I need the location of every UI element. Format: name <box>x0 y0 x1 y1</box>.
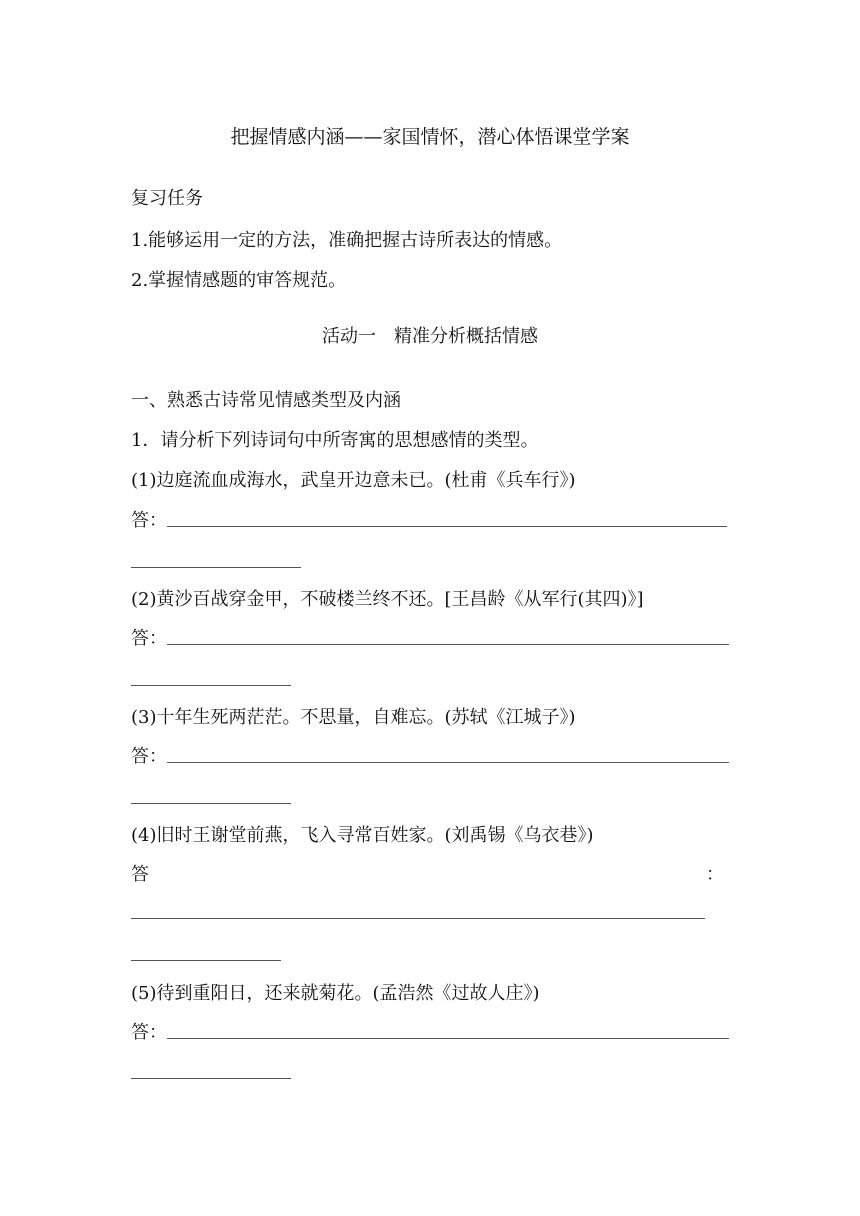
page-title: 把握情感内涵——家国情怀，潜心体悟课堂学案 <box>230 126 630 148</box>
answer-label: 答： <box>131 746 167 767</box>
answer-row-3[interactable] <box>131 748 729 766</box>
section-heading: 一、熟悉古诗常见情感类型及内涵 <box>131 390 401 411</box>
answer-line[interactable] <box>131 918 705 919</box>
review-item-2: 2.掌握情感题的审答规范。 <box>131 270 347 291</box>
answer-label: 答： <box>131 510 167 531</box>
review-item-1: 1.能够运用一定的方法，准确把握古诗所表达的情感。 <box>131 230 563 251</box>
answer-line-continuation[interactable] <box>131 960 281 961</box>
answer-label-left: 答 <box>131 864 149 885</box>
activity-heading: 活动一 精准分析概括情感 <box>322 326 538 347</box>
question-prompt: 1．请分析下列诗词句中所寄寓的思想感情的类型。 <box>131 430 539 451</box>
answer-line-continuation[interactable] <box>131 1078 291 1079</box>
answer-label: 答： <box>131 628 167 649</box>
answer-row-2[interactable] <box>131 630 729 648</box>
poem-item-2: (2)黄沙百战穿金甲，不破楼兰终不还。[王昌龄《从军行(其四)》] <box>131 589 644 610</box>
answer-line[interactable] <box>167 762 729 763</box>
answer-line-continuation[interactable] <box>131 567 301 568</box>
review-heading: 复习任务 <box>131 188 203 209</box>
answer-line-continuation[interactable] <box>131 685 291 686</box>
poem-item-4: (4)旧时王谢堂前燕，飞入寻常百姓家。(刘禹锡《乌衣巷》) <box>131 825 594 846</box>
answer-line[interactable] <box>167 526 727 527</box>
poem-item-5: (5)待到重阳日，还来就菊花。(孟浩然《过故人庄》) <box>131 983 540 1004</box>
answer-row-1[interactable] <box>131 512 727 530</box>
answer-line[interactable] <box>167 1038 729 1039</box>
answer-label: 答： <box>131 1022 167 1043</box>
poem-item-1: (1)边庭流血成海水，武皇开边意未已。(杜甫《兵车行》) <box>131 470 576 491</box>
answer-line[interactable] <box>167 644 729 645</box>
answer-label-colon: ： <box>706 864 724 885</box>
answer-row-5[interactable] <box>131 1024 729 1042</box>
poem-item-3: (3)十年生死两茫茫。不思量，自难忘。(苏轼《江城子》) <box>131 707 576 728</box>
answer-line-continuation[interactable] <box>131 803 291 804</box>
